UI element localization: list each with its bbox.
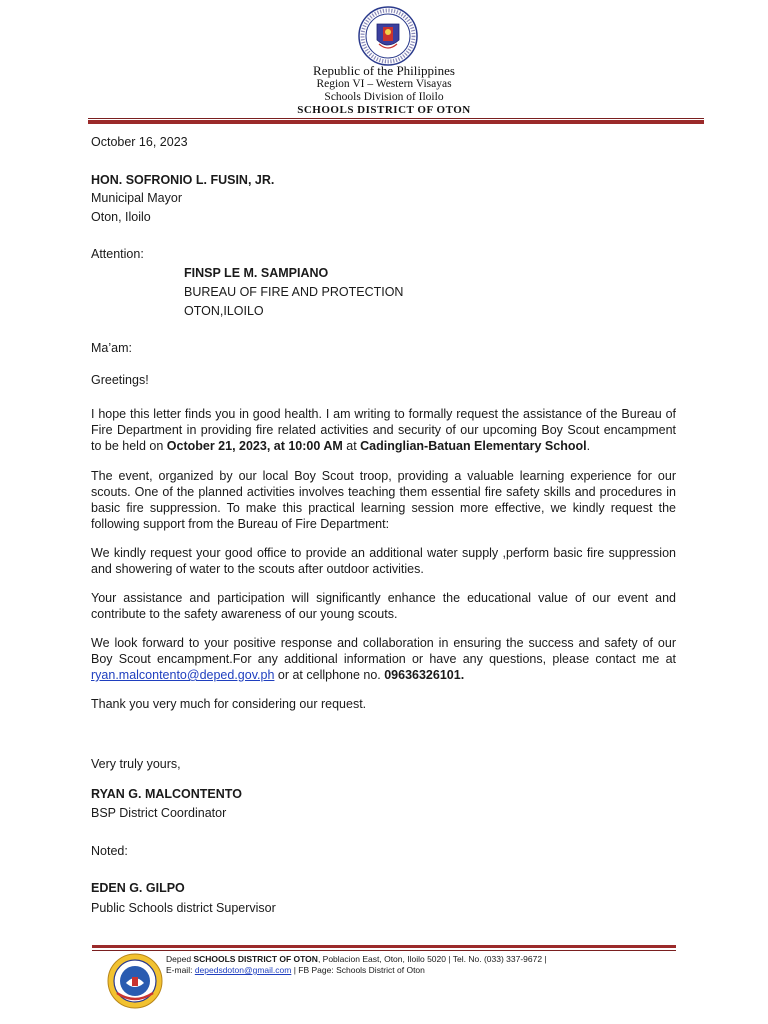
signer-name: RYAN G. MALCONTENTO [91,787,242,801]
noted-label: Noted: [91,844,128,858]
paragraph-event: The event, organized by our local Boy Scout troop, providing a valuable learning experience for our scouts. One of the planned activities involves teaching them essential fire safety skills and procedures in basic fire suppression. To make this practical learning session more effective, we kindly request the following support from the Bureau of Fire Department: [91,469,676,531]
contact-phone: 09636326101 [384,668,461,682]
header-divider-thick [88,120,704,124]
noter-title: Public Schools district Supervisor [91,901,276,915]
event-date: October 21, 2023, at 10:00 AM [166,439,343,453]
event-venue: Cadinglian-Batuan Elementary School [360,439,587,453]
salutation: Ma’am: [91,341,132,355]
recipient-title: Municipal Mayor [91,191,183,205]
attention-address: OTON,ILOILO [184,304,264,318]
contact-email-link[interactable]: ryan.malcontento@deped.gov.ph [91,668,275,682]
attention-label: Attention: [91,247,144,261]
header-division: Schools Division of Iloilo [324,91,444,103]
letter-date: October 16, 2023 [91,135,188,149]
attention-name: FINSP LE M. SAMPIANO [184,266,329,280]
footer-address: Deped SCHOOLS DISTRICT OF OTON, Poblacion East, Oton, Iloilo 5020 | Tel. No. (033) 337-9672 | [166,954,547,964]
footer-divider-thick [92,945,676,948]
noter-name: EDEN G. GILPO [91,881,185,895]
footer-divider-thin [92,950,676,951]
header-district: SCHOOLS DISTRICT OF OTON [297,104,471,116]
footer-email-link[interactable]: depedsdoton@gmail.com [194,965,292,975]
recipient-name: HON. SOFRONIO L. FUSIN, JR. [91,173,275,187]
recipient-address: Oton, Iloilo [91,210,151,224]
paragraph-request: I hope this letter finds you in good health. I am writing to formally request the assistance of the Bureau of Fire Department in providing fire related activities and security of our upcoming Boy Scout encampment to be held on October 21, 2023, at 10:00 AM at Cadinglian-Batuan Elementary School. [91,407,676,453]
greeting: Greetings! [91,373,149,387]
closing: Very truly yours, [91,757,181,771]
header-region: Region VI – Western Visayas [316,78,452,90]
signer-title: BSP District Coordinator [91,806,227,820]
district-seal-logo [105,953,165,1009]
paragraph-contact: We look forward to your positive response and collaboration in ensuring the success and safety of our Boy Scout encampment.For any additional information or have any questions, please contact me at ryan.malcontento@deped.gov.ph or at cellphone no. 09636326101. [91,636,676,682]
header-republic: Republic of the Philippines [313,63,455,78]
attention-office: BUREAU OF FIRE AND PROTECTION [184,285,404,299]
paragraph-assistance: Your assistance and participation will significantly enhance the educational value of our event and contribute to the safety awareness of our young scouts. [91,591,676,621]
deped-seal-logo [355,6,421,66]
footer-contact: E-mail: depedsdoton@gmail.com | FB Page: Schools District of Oton [166,965,425,975]
paragraph-support: We kindly request your good office to provide an additional water supply ,perform basic fire suppression and showering of water to the scouts after outdoor activities. [91,546,676,576]
header-divider-thin [88,118,704,119]
thank-you-line: Thank you very much for considering our request. [91,697,367,711]
